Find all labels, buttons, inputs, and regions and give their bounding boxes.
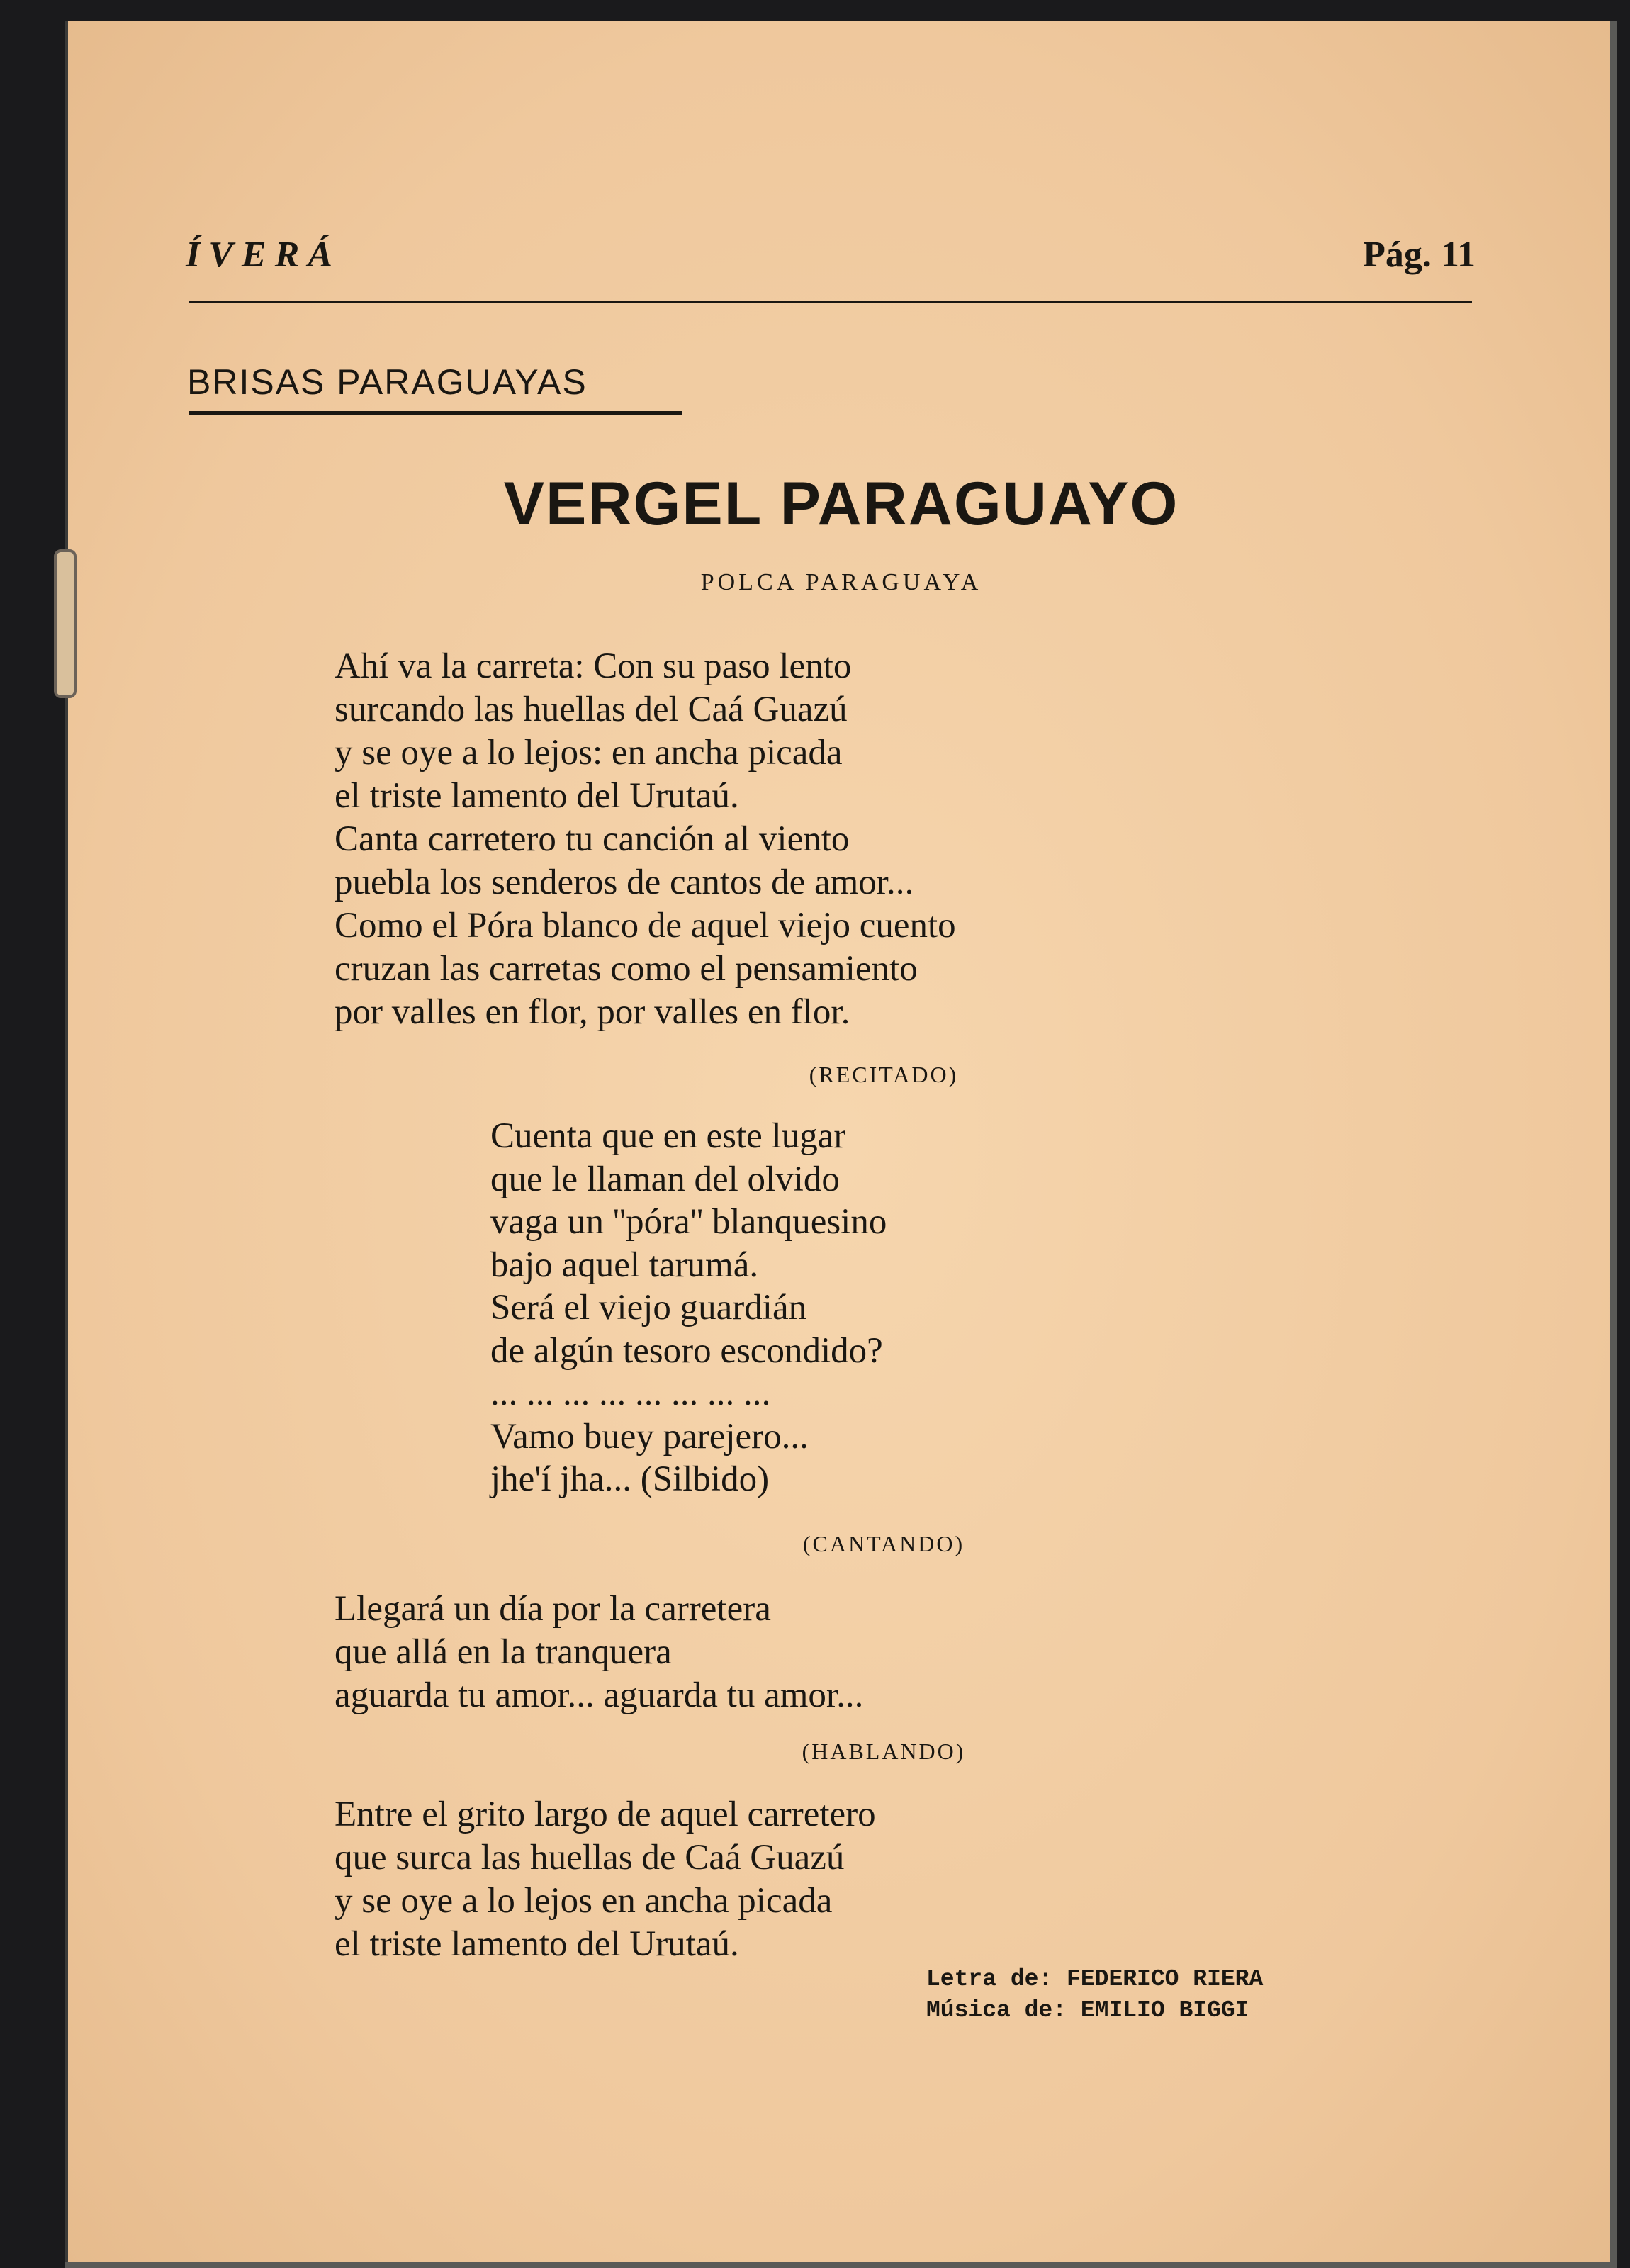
journal-title: ÍVERÁ bbox=[186, 235, 341, 275]
verse-line: Ahí va la carreta: Con su paso lento bbox=[335, 646, 852, 686]
song-title: VERGEL PARAGUAYO bbox=[503, 470, 1179, 538]
verse-line: y se oye a lo lejos en ancha picada bbox=[335, 1881, 833, 1921]
verse-line: Como el Póra blanco de aquel viejo cuento bbox=[335, 906, 956, 945]
book-spine bbox=[65, 21, 68, 2262]
running-header bbox=[186, 234, 1476, 284]
verse-line: puebla los senderos de cantos de amor... bbox=[335, 863, 914, 902]
ellipsis-line: ... ... ... ... ... ... ... ... bbox=[490, 1374, 771, 1413]
label-hablando: (HABLANDO) bbox=[802, 1739, 966, 1764]
label-cantando: (CANTANDO) bbox=[802, 1531, 965, 1556]
section-title: BRISAS PARAGUAYAS bbox=[187, 362, 588, 402]
verse-line: el triste lamento del Urutaú. bbox=[335, 1924, 739, 1964]
verse-line: bajo aquel tarumá. bbox=[490, 1245, 759, 1285]
verse-line: de algún tesoro escondido? bbox=[490, 1330, 883, 1371]
verse-line: el triste lamento del Urutaú. bbox=[335, 776, 739, 816]
verse-line: por valles en flor, por valles en flor. bbox=[335, 992, 850, 1032]
verse-line: Llegará un día por la carretera bbox=[335, 1589, 771, 1629]
section-underline bbox=[189, 411, 682, 415]
header-rule bbox=[189, 301, 1472, 303]
verse-line: y se oye a lo lejos: en ancha picada bbox=[335, 733, 843, 773]
verse-line: cruzan las carretas como el pensamiento bbox=[335, 949, 918, 989]
music-credit: Música de: EMILIO BIGGI bbox=[926, 1997, 1249, 2023]
verse-line: que le llaman del olvido bbox=[490, 1159, 840, 1199]
stanza-2 bbox=[490, 1115, 887, 1501]
book-page bbox=[65, 21, 1617, 2268]
stanza-1 bbox=[335, 645, 956, 1034]
verse-line: Vamo buey parejero... bbox=[490, 1416, 809, 1456]
verse-line: Cuenta que en este lugar bbox=[490, 1116, 846, 1156]
verse-line: Canta carretero tu canción al viento bbox=[335, 819, 850, 859]
verse-line: jhe'í jha... (Silbido) bbox=[490, 1459, 770, 1499]
lyrics-credit: Letra de: FEDERICO RIERA bbox=[926, 1966, 1264, 1992]
verse-line: surcando las huellas del Caá Guazú bbox=[335, 690, 848, 729]
verse-line: aguarda tu amor... aguarda tu amor... bbox=[335, 1675, 864, 1715]
verse-line: que allá en la tranquera bbox=[335, 1632, 672, 1672]
verse-line: Será el viejo guardián bbox=[490, 1288, 807, 1327]
song-subtitle: POLCA PARAGUAYA bbox=[700, 569, 982, 595]
page-number: Pág. 11 bbox=[1363, 235, 1476, 275]
verse-line: que surca las huellas de Caá Guazú bbox=[335, 1838, 845, 1877]
stanza-3 bbox=[335, 1588, 863, 1717]
label-recitado: (RECITADO) bbox=[809, 1062, 959, 1087]
song-credits bbox=[926, 1964, 1263, 2026]
verse-line: Entre el grito largo de aquel carretero bbox=[335, 1795, 876, 1834]
stanza-4 bbox=[335, 1793, 876, 1966]
verse-line: vaga un ''póra'' blanquesino bbox=[490, 1202, 887, 1242]
